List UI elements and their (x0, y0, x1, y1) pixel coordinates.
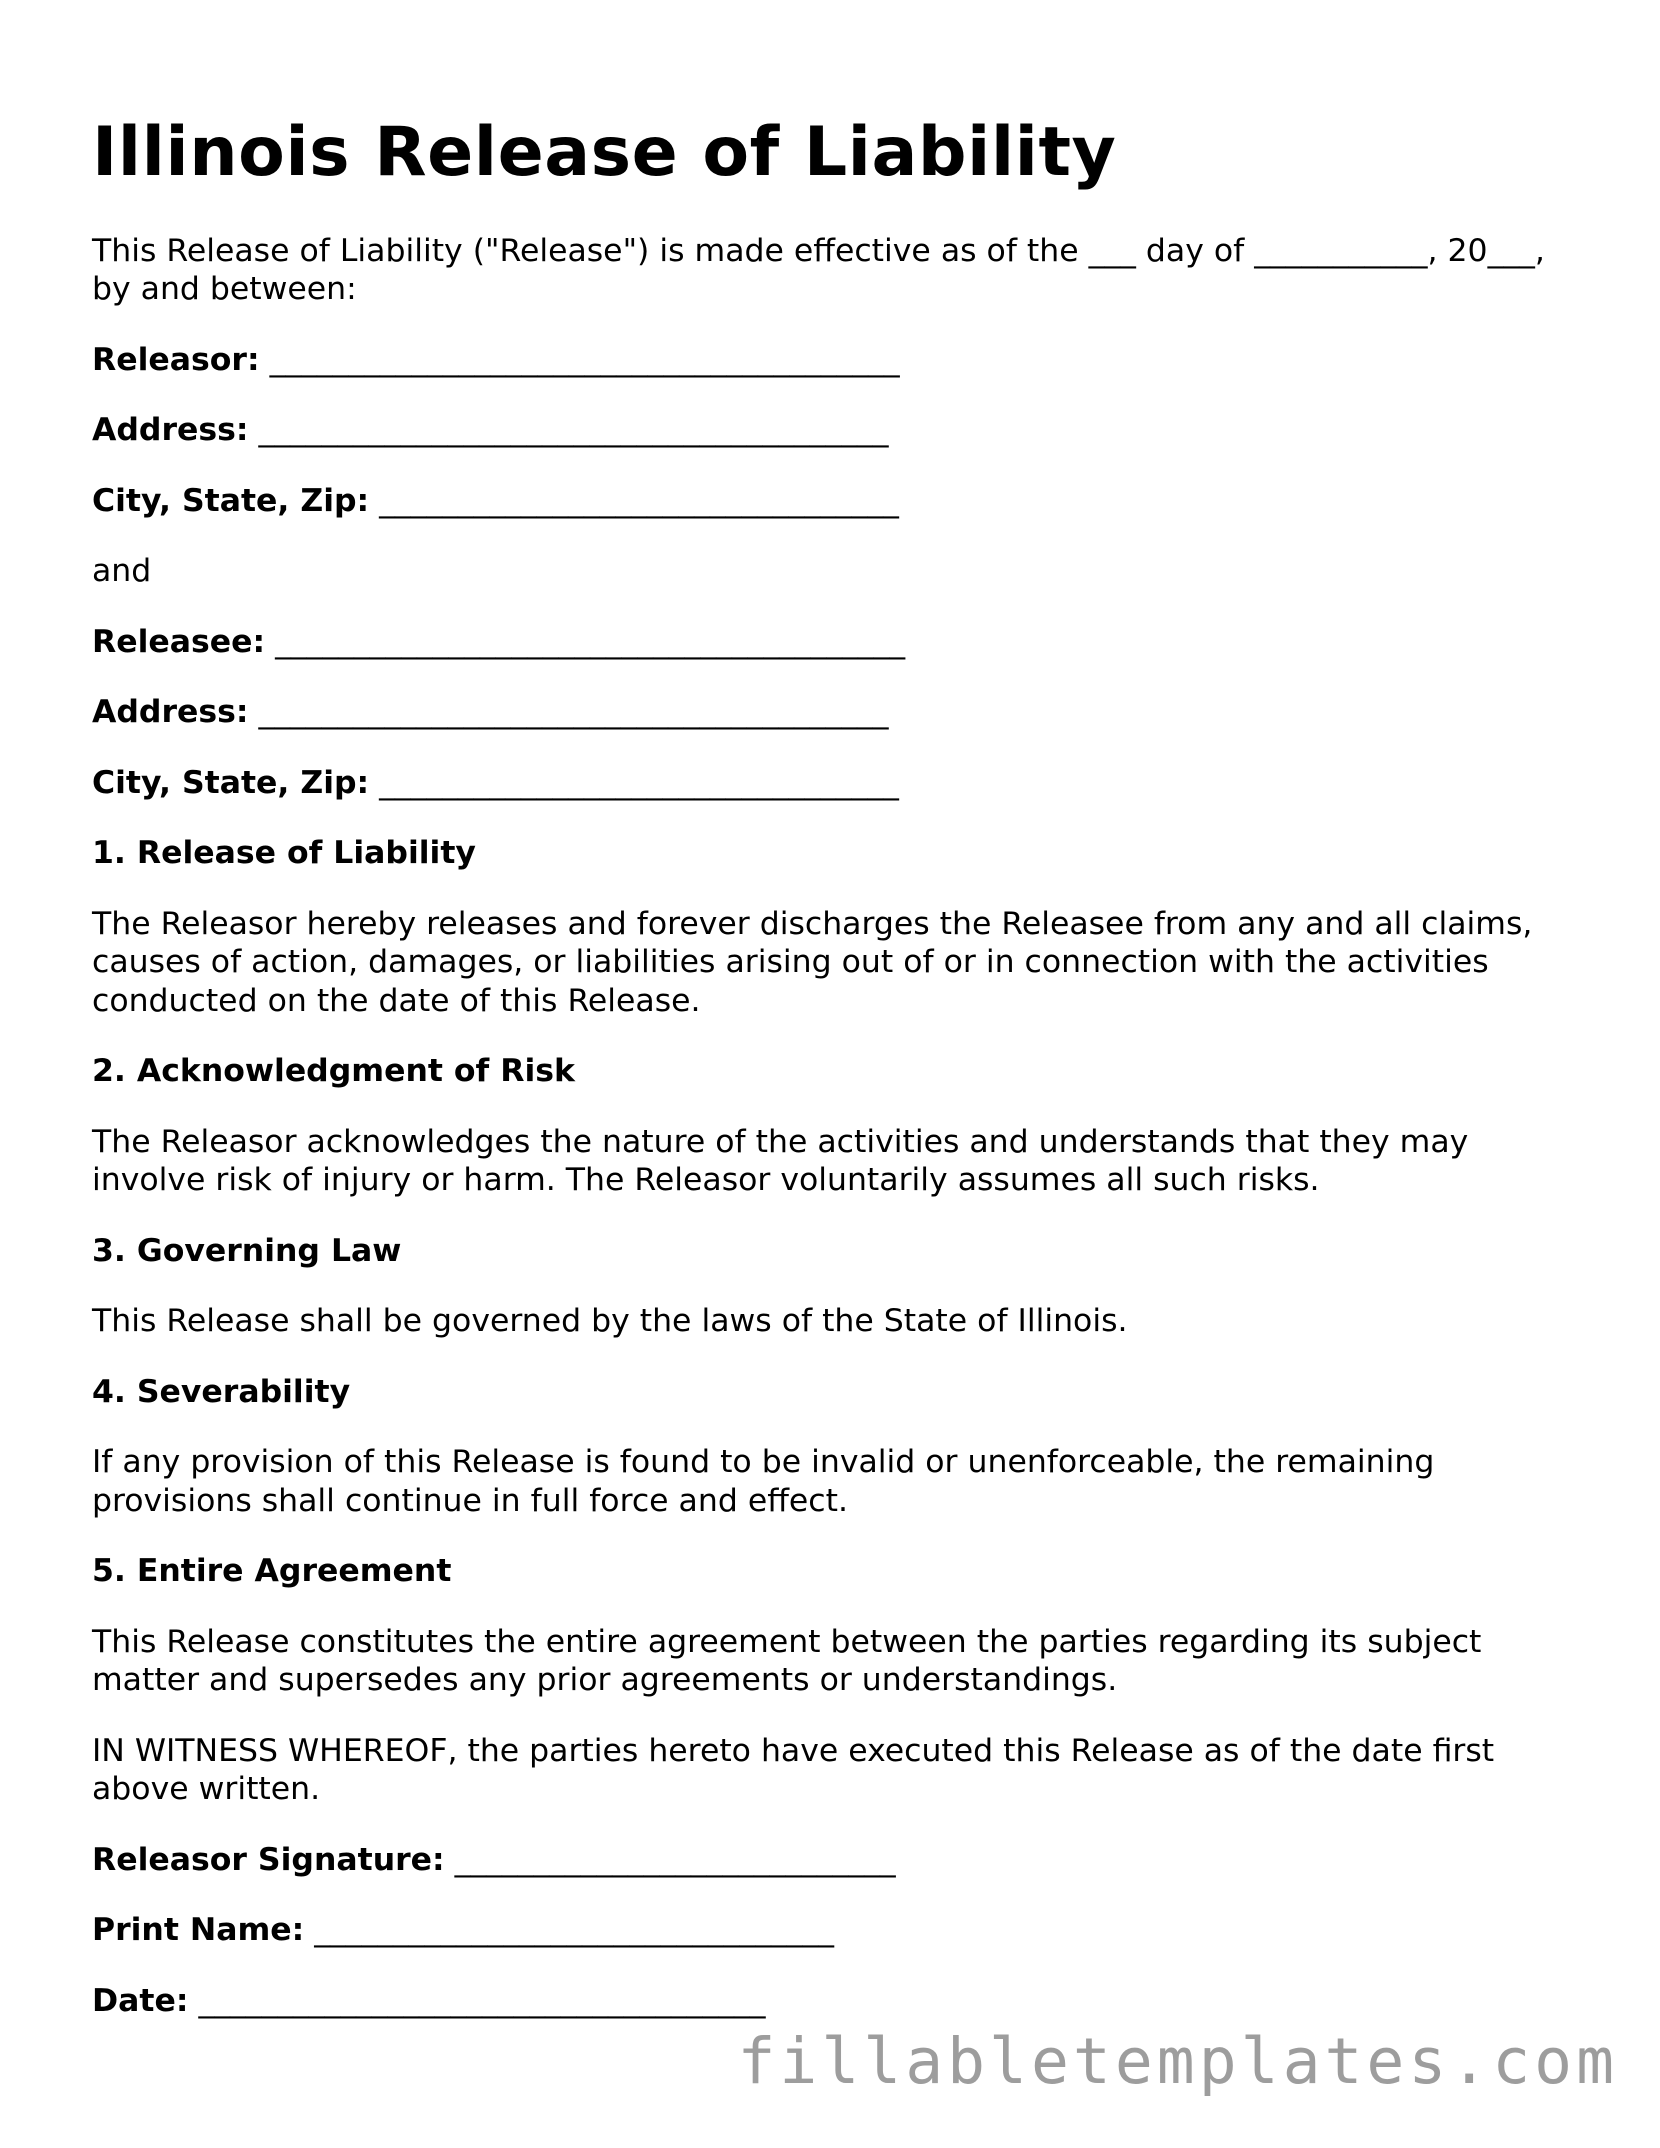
date-field[interactable] (92, 1982, 1572, 2021)
releasor-city-label: City, State, Zip: (92, 482, 370, 519)
releasee-city-blank[interactable]: _________________________________ (379, 764, 899, 801)
section-heading: 2. Acknowledgment of Risk (92, 1053, 575, 1090)
releasor-address-label: Address: (92, 412, 249, 449)
date-label: Date: (92, 1982, 189, 2019)
section-heading: 4. Severability (92, 1373, 351, 1410)
print-name-field[interactable] (92, 1911, 1572, 1950)
date-blank[interactable]: ____________________________________ (198, 1982, 766, 2019)
print-name-blank[interactable]: _________________________________ (314, 1912, 835, 1949)
releasor-signature-field[interactable] (92, 1841, 1572, 1880)
releasor-city-field[interactable] (92, 482, 1572, 521)
and-text: and (92, 553, 152, 590)
section-heading: 5. Entire Agreement (92, 1553, 452, 1590)
section-body: The Releasor acknowledges the nature of the activities and understands that they may involve risk of injury or harm. The Releasor voluntarily assumes all such risks. (92, 1123, 1469, 1199)
releasee-name-label: Releasee: (92, 623, 266, 660)
releasor-signature-label: Releasor Signature: (92, 1841, 445, 1878)
releasor-name-label: Releasor: (92, 341, 260, 378)
section-body: This Release constitutes the entire agreement between the parties regarding its subject matter and supersedes any prior agreements or understandings. (92, 1623, 1482, 1699)
releasor-address-field[interactable] (92, 411, 1572, 450)
releasee-name-field[interactable] (92, 623, 1572, 662)
section-heading: 3. Governing Law (92, 1232, 402, 1269)
releasor-address-blank[interactable]: ________________________________________ (258, 412, 889, 449)
releasee-city-label: City, State, Zip: (92, 764, 370, 801)
witness-paragraph: IN WITNESS WHEREOF, the parties hereto have executed this Release as of the date first above written. (92, 1732, 1495, 1808)
releasee-city-field[interactable] (92, 764, 1572, 803)
watermark: fillabletemplates.com (737, 2025, 1618, 2098)
document-body (92, 112, 1572, 2052)
section-body: This Release shall be governed by the laws of the State of Illinois. (92, 1303, 1128, 1340)
document-title: Illinois Release of Liability (92, 113, 1117, 192)
section-body: The Releasor hereby releases and forever discharges the Releasee from any and all claims, causes of action, damages, or liabilities arising out of or in connection with the activities conducted on the date of this Release. (92, 905, 1533, 1019)
section-heading: 1. Release of Liability (92, 835, 476, 872)
releasee-address-label: Address: (92, 694, 249, 731)
releasor-city-blank[interactable]: _________________________________ (379, 482, 899, 519)
releasor-name-field[interactable] (92, 341, 1572, 380)
section-body: If any provision of this Release is found to be invalid or unenforceable, the remaining provisions shall continue in full force and effect. (92, 1444, 1435, 1519)
print-name-label: Print Name: (92, 1912, 305, 1949)
intro-paragraph: This Release of Liability ("Release") is made effective as of the ___ day of ___________, 20___, by and between: (92, 232, 1545, 308)
releasee-address-field[interactable] (92, 693, 1572, 732)
releasor-name-blank[interactable]: ________________________________________ (269, 341, 900, 378)
releasor-signature-blank[interactable]: ____________________________ (454, 1841, 896, 1878)
releasee-name-blank[interactable]: ________________________________________ (275, 623, 906, 660)
releasee-address-blank[interactable]: ________________________________________ (258, 694, 889, 731)
